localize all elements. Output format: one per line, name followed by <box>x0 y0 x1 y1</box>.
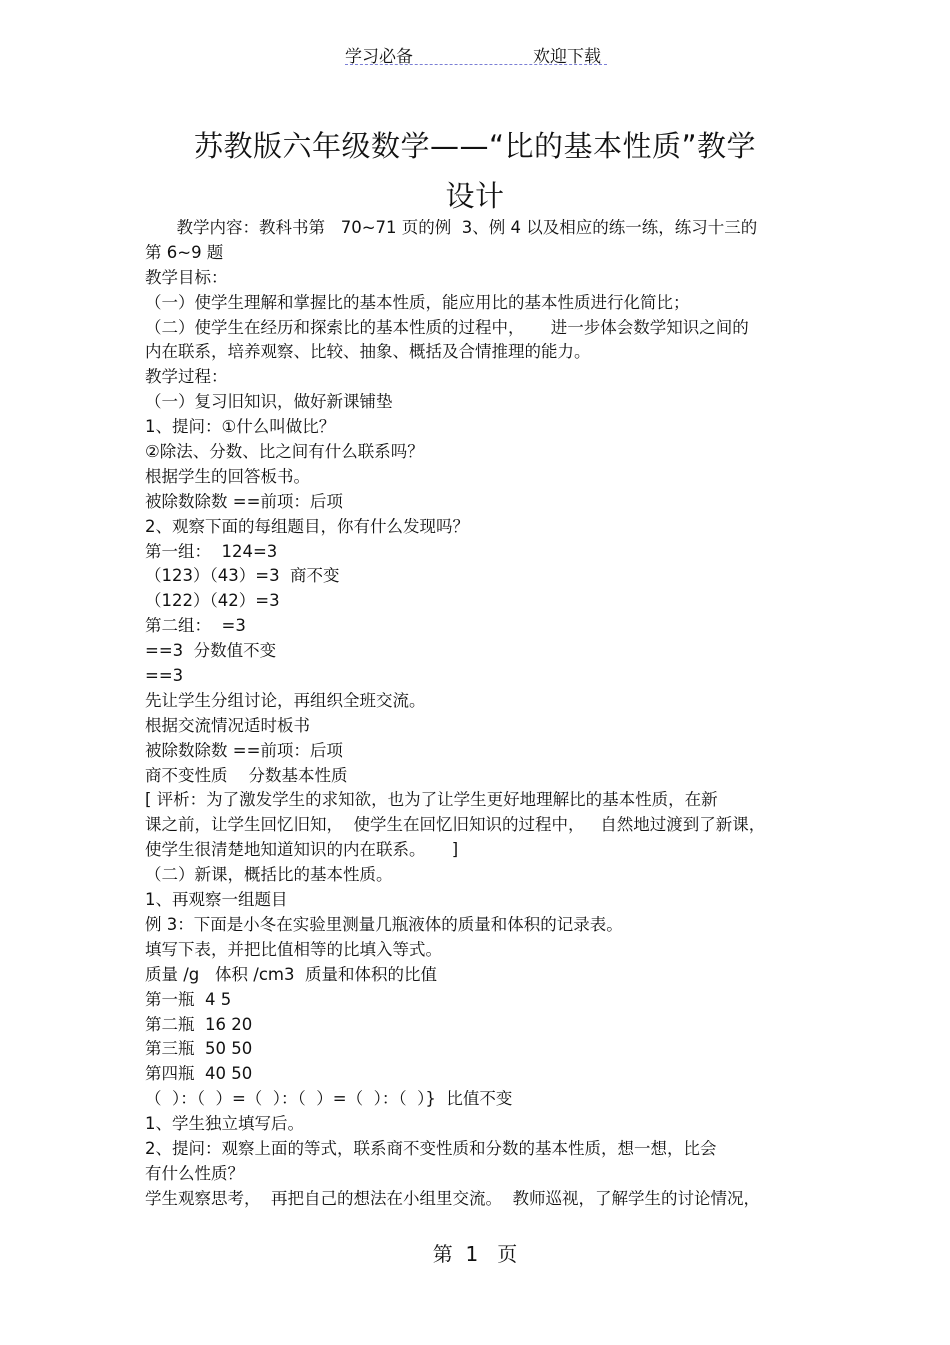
document-title-line-1: 苏教版六年级数学——“比的基本性质”教学 <box>193 129 757 163</box>
text-line: 内在联系，培养观察、比较、抽象、概括及合情推理的能力。 <box>145 342 591 362</box>
text-line: 教学内容：教科书第 70~71 页的例 3、例 4 以及相应的练一练，练习十三的 <box>145 218 758 237</box>
text-line: 有什么性质？ <box>145 1163 244 1183</box>
text-line: 1、学生独立填写后。 <box>145 1114 304 1134</box>
document-body <box>145 216 795 1212</box>
text-line: 填写下表，并把比值相等的比填入等式。 <box>145 939 442 959</box>
text-line: 第四瓶 40 50 <box>145 1064 253 1084</box>
text-line: （二）新课，概括比的基本性质。 <box>145 865 393 885</box>
text-line: 教学过程： <box>145 367 228 387</box>
text-line: 商不变性质 分数基本性质 <box>145 765 348 785</box>
text-line: 第二组： =3 <box>145 616 246 636</box>
text-line: （123）（43）=3 商不变 <box>145 566 340 586</box>
text-line: 先让学生分组讨论，再组织全班交流。 <box>145 690 426 710</box>
text-line: 2、提问：观察上面的等式，联系商不变性质和分数的基本性质，想一想，比会 <box>145 1138 717 1158</box>
text-line: （二）使学生在经历和探索比的基本性质的过程中， 进一步体会数学知识之间的 <box>145 317 749 337</box>
text-line: ==3 <box>145 666 184 686</box>
text-line: 第一组： 124=3 <box>145 541 278 561</box>
text-line: （一）使学生理解和掌握比的基本性质，能应用比的基本性质进行化简比； <box>145 292 690 312</box>
text-line: 第 6~9 题 <box>145 242 224 262</box>
text-line: 教学目标： <box>145 267 228 287</box>
header-left-text: 学习必备 <box>345 47 413 67</box>
document-title-line-2: 设计 <box>445 179 505 213</box>
text-line: [ 评析：为了激发学生的求知欲，也为了让学生更好地理解比的基本性质，在新 <box>145 790 718 810</box>
text-line: 根据学生的回答板书。 <box>145 466 310 486</box>
text-line: 根据交流情况适时板书 <box>145 715 310 735</box>
text-line: 例 3：下面是小冬在实验里测量几瓶液体的质量和体积的记录表。 <box>145 914 623 934</box>
text-line: 质量 /g 体积 /cm3 质量和体积的比值 <box>145 964 437 984</box>
text-line: 课之前，让学生回忆旧知， 使学生在回忆旧知识的过程中， 自然地过渡到了新课， <box>145 815 766 835</box>
text-line: 被除数除数 ==前项：后项 <box>145 740 343 760</box>
page-header <box>345 38 607 65</box>
text-line: ②除法、分数、比之间有什么联系吗？ <box>145 442 424 462</box>
text-line: 2、观察下面的每组题目，你有什么发现吗？ <box>145 516 469 536</box>
text-line: 使学生很清楚地知道知识的内在联系。 ] <box>145 840 459 860</box>
text-line: 1、提问：①什么叫做比？ <box>145 417 336 437</box>
text-line: 被除数除数 ==前项：后项 <box>145 491 343 511</box>
text-line: 学生观察思考， 再把自己的想法在小组里交流。 教师巡视，了解学生的讨论情况， <box>145 1188 760 1208</box>
page-number: 第 1 页 <box>432 1242 518 1266</box>
text-line: （122）（42）=3 <box>145 591 280 611</box>
text-line: 第一瓶 4 5 <box>145 989 232 1009</box>
text-line: 第三瓶 50 50 <box>145 1039 253 1059</box>
text-line: ==3 分数值不变 <box>145 641 277 661</box>
text-line: （ ）：（ ）=（ ）：（ ）=（ ）：（ ）} 比值不变 <box>145 1089 513 1109</box>
text-line: （一）复习旧知识，做好新课铺垫 <box>145 392 393 412</box>
header-right-text: 欢迎下载 <box>533 47 601 67</box>
text-line: 第二瓶 16 20 <box>145 1014 253 1034</box>
text-line: 1、再观察一组题目 <box>145 890 288 910</box>
